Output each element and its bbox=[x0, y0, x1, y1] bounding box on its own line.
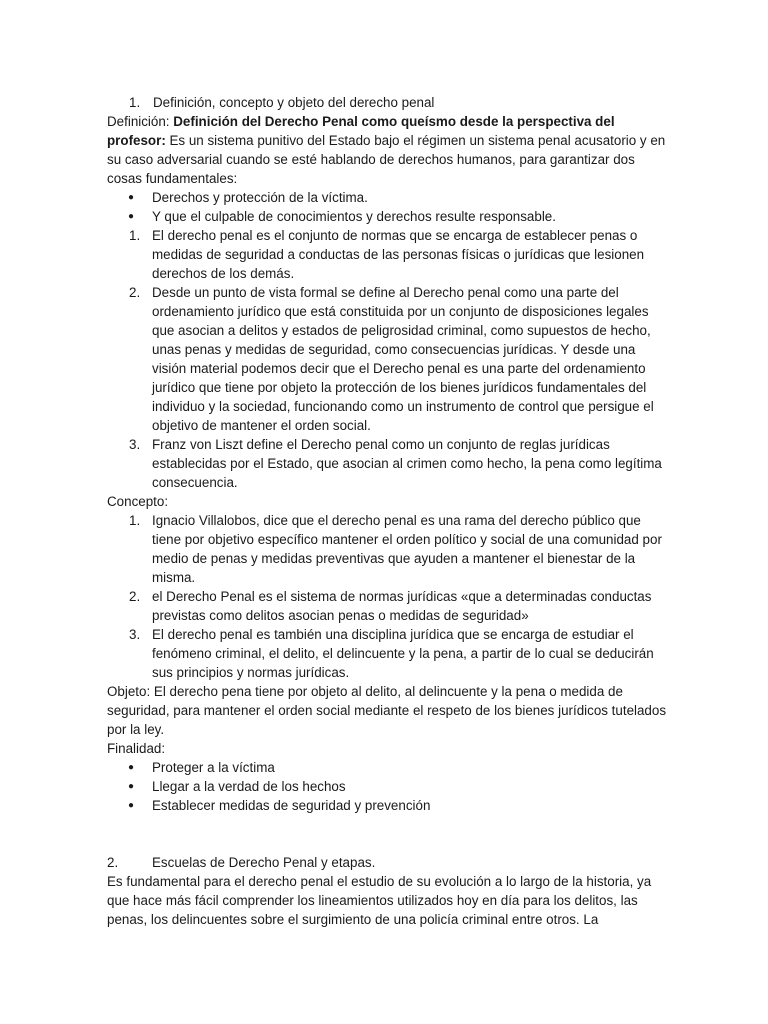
list-item-text: El derecho penal es también una disciplina jurídica que se encarga de estudiar el fenómeno criminal, el delito, el delincuente y la pena, a partir de lo cual se deducirán sus principios y normas jurídicas. bbox=[152, 627, 654, 680]
purpose-label: Finalidad: bbox=[107, 741, 166, 756]
bullet-icon: ● bbox=[128, 762, 135, 773]
list-item-text: el Derecho Penal es el sistema de normas jurídicas «que a determinadas conductas previstas como delitos asocian penas o medidas de seguridad» bbox=[152, 589, 652, 623]
definition-paragraph bbox=[107, 112, 667, 188]
list-number: 3. bbox=[129, 627, 141, 642]
list-item bbox=[107, 283, 667, 435]
list-item bbox=[107, 796, 667, 815]
section-2-heading bbox=[107, 853, 667, 872]
list-item bbox=[107, 758, 667, 777]
section-1-heading bbox=[107, 93, 667, 112]
definition-numbered-list bbox=[107, 226, 667, 492]
concept-label: Concepto: bbox=[107, 494, 169, 509]
list-item-text: El derecho penal es el conjunto de normas que se encarga de establecer penas o medidas de seguridad a conductas de las personas físicas o jurídicas que lesionen derechos de los demás. bbox=[152, 228, 645, 281]
list-item bbox=[107, 625, 667, 682]
definition-label: Definición: bbox=[107, 114, 174, 129]
definition-bullet-list bbox=[107, 188, 667, 226]
concept-numbered-list bbox=[107, 511, 667, 682]
list-item bbox=[107, 435, 667, 492]
list-number: 1. bbox=[129, 228, 141, 243]
list-item bbox=[107, 777, 667, 796]
list-item-text: Y que el culpable de conocimientos y derechos resulte responsable. bbox=[152, 209, 556, 224]
bullet-icon: ● bbox=[128, 192, 135, 203]
document-page bbox=[107, 93, 667, 929]
list-item-text: Ignacio Villalobos, dice que el derecho penal es una rama del derecho público que tiene por objetivo específico mantener el orden político y social de una comunidad por medio de penas y medidas preventivas que ayuden a mantener el bienestar de la misma. bbox=[152, 513, 662, 585]
list-item bbox=[107, 226, 667, 283]
definition-bold-text: Definición del Derecho Penal como queísmo desde la perspectiva del profesor: bbox=[107, 114, 615, 148]
list-item-text: Llegar a la verdad de los hechos bbox=[152, 779, 346, 794]
bullet-icon: ● bbox=[128, 781, 135, 792]
purpose-bullet-list bbox=[107, 758, 667, 815]
list-item bbox=[107, 207, 667, 226]
section-spacer bbox=[107, 815, 667, 853]
section-2-paragraph: Es fundamental para el derecho penal el estudio de su evolución a lo largo de la historia, ya que hace más fácil comprender los lineamientos utilizados hoy en día para los delitos, las penas, los delincuentes sobre el surgimiento de una policía criminal entre otros. La bbox=[107, 874, 652, 927]
list-number: 1. bbox=[129, 513, 141, 528]
list-number: 2. bbox=[129, 285, 141, 300]
list-item-text: Desde un punto de vista formal se define al Derecho penal como una parte del ordenamiento jurídico que está constituida por un conjunto de disposiciones legales que asocian a delitos y estados de peligrosidad criminal, como supuestos de hecho, unas penas y medidas de seguridad, como consecuencias jurídicas. Y desde una visión material podemos decir que el Derecho penal es una parte del ordenamiento jurídico que tiene por objeto la protección de los bienes jurídicos fundamentales del individuo y la sociedad, funcionando como un instrumento de control que persigue el objetivo de mantener el orden social. bbox=[152, 285, 654, 433]
section-1-title: Definición, concepto y objeto del derecho penal bbox=[153, 95, 435, 110]
list-item-text: Franz von Liszt define el Derecho penal como un conjunto de reglas jurídicas establecidas por el Estado, que asocian al crimen como hecho, la pena como legítima consecuencia. bbox=[152, 437, 662, 490]
bullet-icon: ● bbox=[128, 211, 135, 222]
list-item-text: Establecer medidas de seguridad y prevención bbox=[152, 798, 431, 813]
list-item bbox=[107, 587, 667, 625]
section-2-number: 2. bbox=[107, 855, 119, 870]
section-2-title: Escuelas de Derecho Penal y etapas. bbox=[152, 855, 376, 870]
list-item bbox=[107, 188, 667, 207]
bullet-icon: ● bbox=[128, 800, 135, 811]
list-item bbox=[107, 511, 667, 587]
section-1-number: 1. bbox=[129, 95, 141, 110]
definition-text: Es un sistema punitivo del Estado bajo el régimen un sistema penal acusatorio y en su caso adversarial cuando se esté hablando de derechos humanos, para garantizar dos cosas fundamentales: bbox=[107, 133, 666, 186]
list-number: 2. bbox=[129, 589, 141, 604]
list-number: 3. bbox=[129, 437, 141, 452]
list-item-text: Derechos y protección de la víctima. bbox=[152, 190, 368, 205]
object-paragraph: Objeto: El derecho pena tiene por objeto al delito, al delincuente y la pena o medida de seguridad, para mantener el orden social mediante el respeto de los bienes jurídicos tutelados por la ley. bbox=[107, 684, 667, 737]
list-item-text: Proteger a la víctima bbox=[152, 760, 275, 775]
